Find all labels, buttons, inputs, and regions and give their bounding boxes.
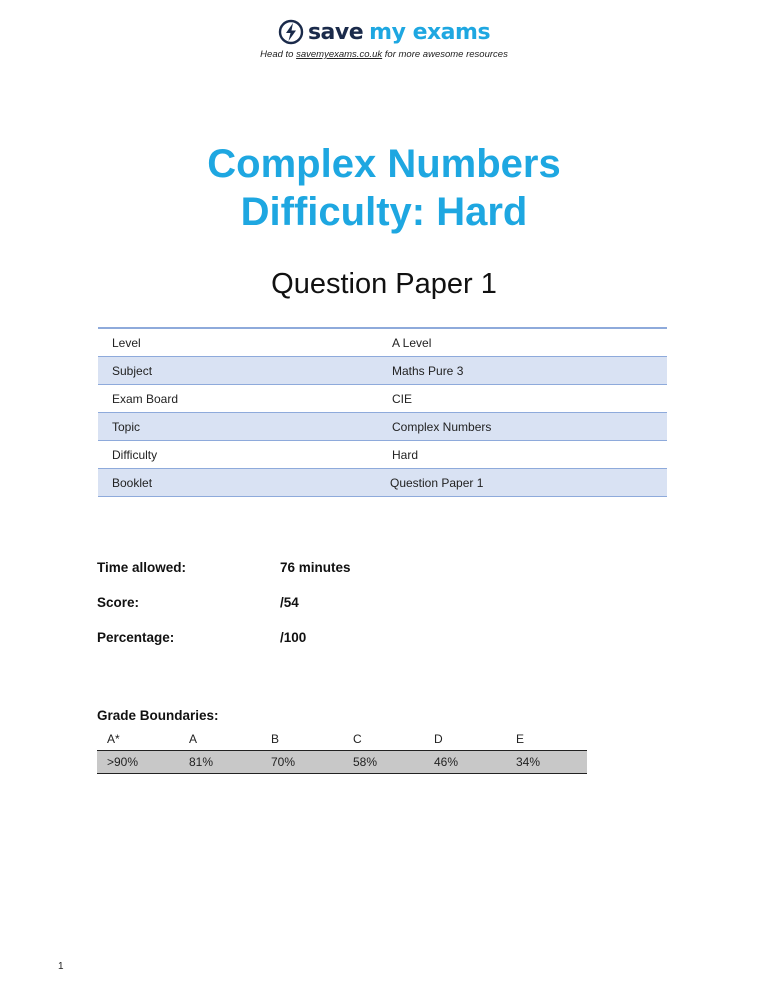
grade-cell: C — [353, 732, 362, 746]
page-title: Complex Numbers Difficulty: Hard — [207, 142, 561, 234]
logo — [0, 18, 768, 46]
grade-cell: D — [434, 732, 443, 746]
tagline: Head to savemyexams.co.uk for more awesome resources — [260, 49, 508, 60]
percentage-label: Percentage: — [97, 630, 175, 645]
boundary-cell: 81% — [189, 755, 214, 769]
info-row-booklet: Booklet Question Paper 1 — [98, 469, 667, 497]
grade-values-row — [97, 751, 587, 774]
logo-text: save my exams — [307, 19, 491, 45]
lightning-bolt-icon — [278, 19, 304, 45]
grade-header-row — [97, 728, 587, 751]
boundary-cell: 34% — [516, 755, 541, 769]
time-allowed-value: 76 minutes — [280, 560, 351, 575]
score-value: /54 — [280, 595, 299, 610]
website-link[interactable]: savemyexams.co.uk — [296, 49, 383, 60]
boundary-cell: 70% — [271, 755, 296, 769]
grade-cell: A* — [107, 732, 120, 746]
boundary-cell: 58% — [353, 755, 378, 769]
score-label: Score: — [97, 595, 140, 610]
page-subtitle: Question Paper 1 — [271, 268, 497, 300]
info-row-level: Level A Level — [98, 329, 667, 357]
info-row-difficulty: Difficulty Hard — [98, 441, 667, 469]
page-number: 1 — [58, 961, 64, 972]
grade-cell: B — [271, 732, 280, 746]
grade-cell: A — [189, 732, 198, 746]
grade-cell: E — [516, 732, 525, 746]
percentage-value: /100 — [280, 630, 307, 645]
time-allowed-label: Time allowed: — [97, 560, 187, 575]
info-row-exam-board: Exam Board CIE — [98, 385, 667, 413]
boundary-cell: 46% — [434, 755, 459, 769]
info-row-subject: Subject Maths Pure 3 — [98, 357, 667, 385]
boundary-cell: >90% — [107, 755, 139, 769]
grade-boundaries-table — [97, 728, 587, 774]
info-table — [98, 327, 667, 497]
grade-boundaries-label: Grade Boundaries: — [97, 708, 219, 723]
info-row-topic: Topic Complex Numbers — [98, 413, 667, 441]
